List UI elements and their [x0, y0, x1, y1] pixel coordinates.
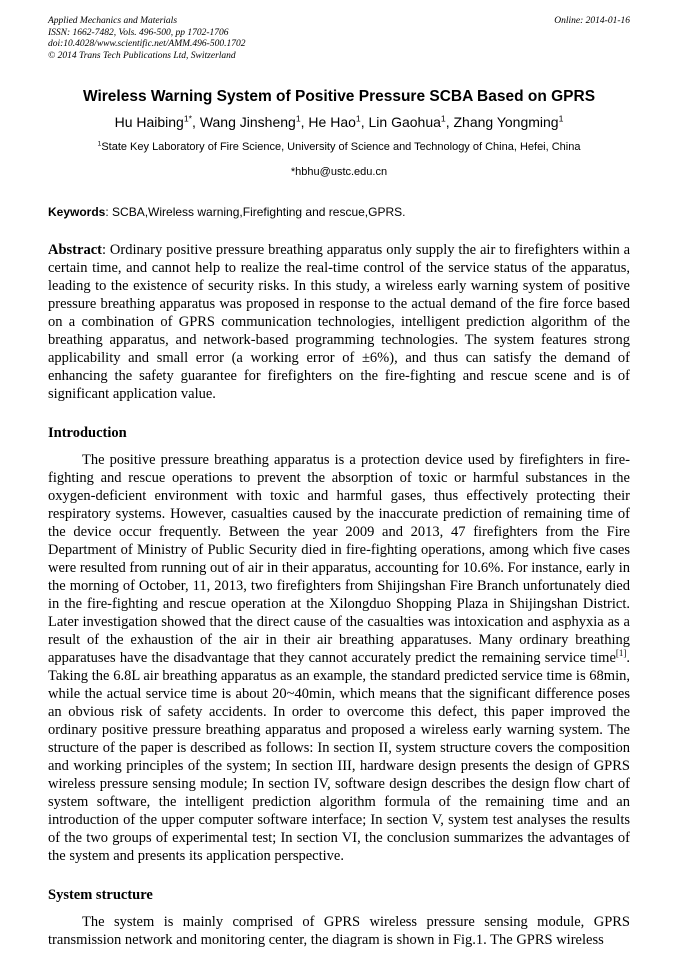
- author-affiliation-sup: 1: [558, 113, 564, 124]
- author-affiliation-sup: 1*: [183, 113, 193, 124]
- corresponding-email: *hbhu@ustc.edu.cn: [290, 166, 388, 178]
- abstract-text: Ordinary positive pressure breathing apparatus only supply the air to firefighters within a certain time, and cannot help to realize the real-time control of the service status of the apparatus, leading to the existence of security risks. In this study, a wireless early warning system of positive pressure breathing apparatus was proposed in response to the actual demand of the fire force based on a combination of GPRS communication technologies, intelligent prediction algorithm of the breathing apparatus, and network-based programming technologies. The system features strong applicability and small error (a working error of ±6%), and thus can satisfy the demand of enhancing the safety guarantee for firefighters on the fire-fighting and rescue scene and is of significant application value.: [48, 242, 631, 402]
- author: Hu Haibing$^{1*}$: [114, 113, 193, 130]
- journal-header: [48, 16, 630, 62]
- abstract-paragraph: [48, 241, 630, 403]
- section-heading-system-structure: System structure: [48, 887, 153, 903]
- introduction-text-part1: The positive pressure breathing apparatus is a protection device used by firefighters in fire-fighting and rescue operations to prevent the absorption of toxic or harmful substances in the oxygen-deficient environment with toxic and harmful gases, thus effectively protecting their respiratory systems. However, casualties caused by the inaccurate prediction of remaining time of the device occur frequently. Between the year 2009 and 2013, 47 firefighters from the Fire Department of Ministry of Public Security died in fire-fighting operations, among which five cases were resulted from running out of air in their apparatus, accounting for 10.6%. For instance, early in the morning of October, 11, 2013, two firefighters from Shijingshan Fire Branch unfortunately died in the fire-fighting and rescue operation at the Xilongduo Shopping Plaza in Shijingshan District. Later investigation showed that the direct cause of the casualties was intoxication and asphyxia as a result of the exhaustion of the air in their air breathing apparatuses. Many ordinary breathing apparatuses have the disadvantage that they cannot accurately predict the remaining service time: [48, 452, 630, 666]
- introduction-text-part2: . Taking the 6.8L air breathing apparatus as an example, the standard predicted service time is 68min, while the actual service time is about 20~40min, which means that the significant difference poses an obvious risk of safety accidents. In order to overcome this defect, this paper improved the ordinary positive pressure breathing apparatus and proposed a wireless early warning system. The structure of the paper is described as follows: In section II, system structure covers the composition and working principles of the system; In section III, hardware design presents the design of GPRS wireless pressure sensing module; In section IV, software design describes the design flow chart of system software, the intelligent prediction algorithm formula of the remaining time and an introduction of the upper computer software interface; In section V, system test analyses the results of the two groups of experimental test; In section VI, the conclusion summarizes the advantages of the system and presents its application perspective.: [48, 650, 630, 864]
- introduction-paragraph: [48, 451, 630, 865]
- authors-line: [48, 113, 630, 131]
- journal-copyright-line: © 2014 Trans Tech Publications Ltd, Switzerland: [48, 50, 236, 61]
- author-affiliation-sup: 1: [440, 113, 446, 124]
- keywords-label: Keywords: [48, 205, 106, 219]
- abstract-separator: :: [101, 242, 110, 258]
- paper-title: Wireless Warning System of Positive Pressure SCBA Based on GPRS: [82, 88, 596, 105]
- section-heading-introduction: Introduction: [48, 425, 127, 441]
- author: , Wang Jinsheng$^1$: [192, 113, 301, 130]
- affiliation-text: State Key Laboratory of Fire Science, University of Science and Technology of China, Hefei, China: [101, 141, 581, 153]
- author: , Lin Gaohua$^1$: [360, 113, 446, 130]
- system-structure-paragraph: The system is mainly comprised of GPRS wireless pressure sensing module, GPRS transmission network and monitoring center, the diagram is shown in Fig.1. The GPRS wireless: [48, 914, 630, 948]
- keywords-text: SCBA,Wireless warning,Firefighting and rescue,GPRS.: [112, 205, 406, 219]
- journal-doi-line: doi:10.4028/www.scientific.net/AMM.496-500.1702: [48, 39, 246, 49]
- author-affiliation-sup: 1: [355, 113, 361, 124]
- citation-ref-1: [1]: [615, 648, 627, 659]
- keywords-line: [48, 205, 630, 220]
- author: , He Hao$^1$: [300, 113, 361, 130]
- author-affiliation-sup: 1: [295, 113, 301, 124]
- affiliation-line: [48, 140, 630, 154]
- affiliation-sup: 1: [97, 140, 102, 148]
- abstract-label: Abstract: [48, 242, 102, 258]
- online-date: Online: 2014-01-16: [554, 16, 630, 26]
- author: , Zhang Yongming$^1$: [445, 113, 564, 130]
- journal-header-left: [48, 16, 245, 62]
- journal-name: Applied Mechanics and Materials: [48, 16, 178, 26]
- journal-issn-line: ISSN: 1662-7482, Vols. 496-500, pp 1702-1706: [48, 27, 229, 38]
- keywords-separator: :: [105, 205, 113, 219]
